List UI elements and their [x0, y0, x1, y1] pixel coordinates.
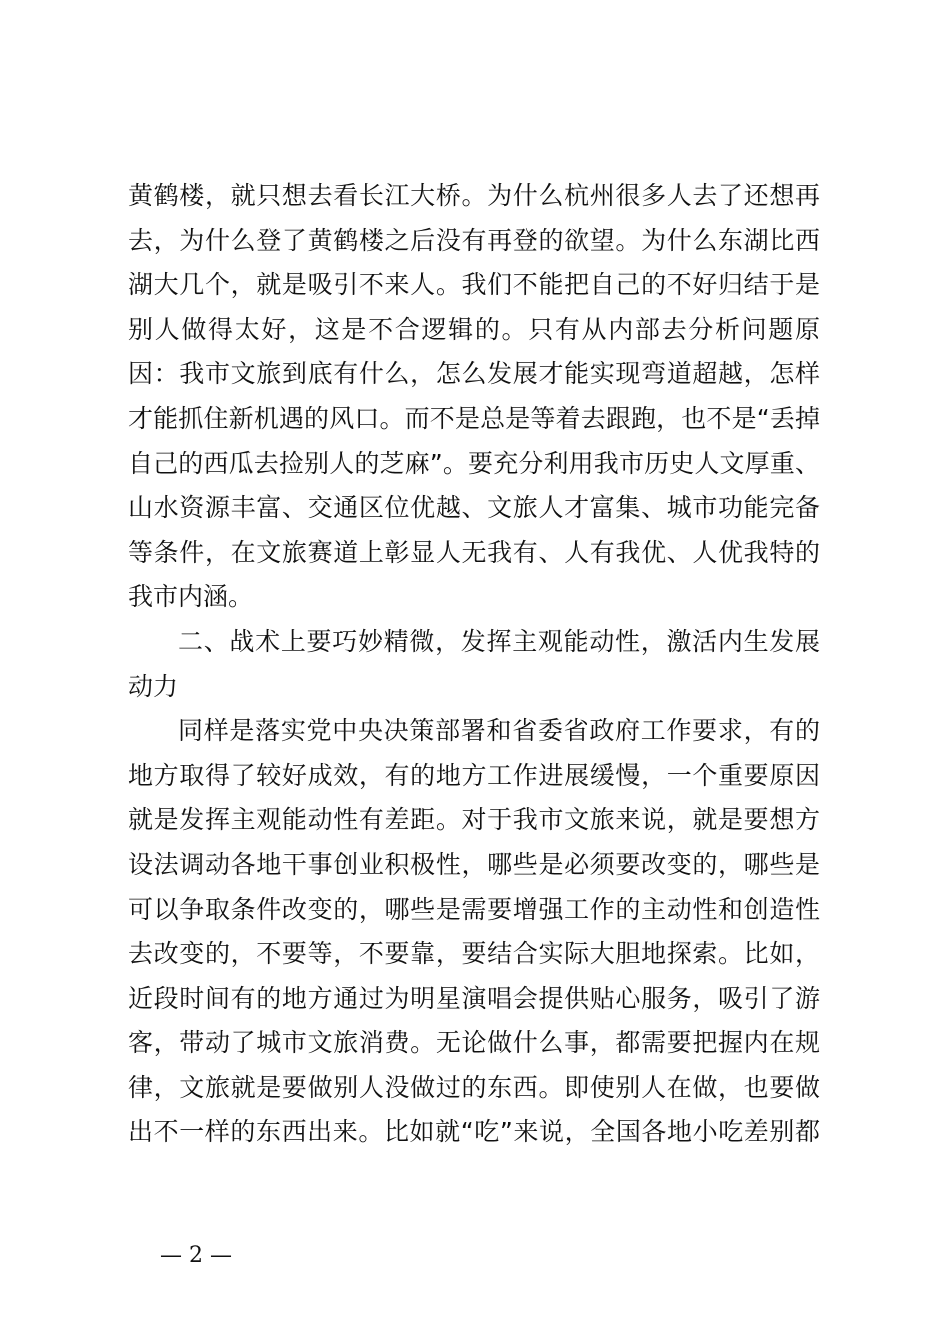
paragraph-line: 山水资源丰富、交通区位优越、文旅人才富集、城市功能完备	[128, 493, 820, 523]
paragraph-line: 去，为什么登了黄鹤楼之后没有再登的欲望。为什么东湖比西	[128, 225, 820, 255]
paragraph-line: 等条件，在文旅赛道上彰显人无我有、人有我优、人优我特的	[128, 537, 820, 567]
paragraph-line: 地方取得了较好成效，有的地方工作进展缓慢，一个重要原因	[128, 760, 820, 790]
paragraph-line: 出不一样的东西出来。比如就“吃”来说，全国各地小吃差别都	[128, 1117, 820, 1147]
paragraph-line: 客，带动了城市文旅消费。无论做什么事，都需要把握内在规	[128, 1028, 820, 1058]
paragraph-line: 湖大几个，就是吸引不来人。我们不能把自己的不好归结于是	[128, 270, 820, 300]
body-paragraph	[128, 174, 820, 1155]
paragraph-line: 设法调动各地干事创业积极性，哪些是必须要改变的，哪些是	[128, 849, 820, 879]
page-number: — 2 —	[160, 1243, 232, 1268]
paragraph-line: 才能抓住新机遇的风口。而不是总是等着去跟跑，也不是“丢掉	[128, 403, 820, 433]
paragraph-line: 律，文旅就是要做别人没做过的东西。即使别人在做，也要做	[128, 1072, 820, 1102]
paragraph-line: 别人做得太好，这是不合逻辑的。只有从内部去分析问题原	[128, 314, 820, 344]
section-heading-line: 二、战术上要巧妙精微，发挥主观能动性，激活内生发展	[178, 626, 820, 656]
paragraph-line: 可以争取条件改变的，哪些是需要增强工作的主动性和创造性	[128, 894, 820, 924]
paragraph-line: 自己的西瓜去捡别人的芝麻”。要充分利用我市历史人文厚重、	[128, 448, 820, 478]
paragraph-line: 近段时间有的地方通过为明星演唱会提供贴心服务，吸引了游	[128, 983, 820, 1013]
section-heading-line: 动力	[128, 671, 179, 701]
paragraph-line: 去改变的，不要等，不要靠，要结合实际大胆地探索。比如，	[128, 939, 820, 969]
paragraph-line: 我市内涵。	[128, 582, 254, 612]
paragraph-line: 就是发挥主观能动性有差距。对于我市文旅来说，就是要想方	[128, 805, 820, 835]
paragraph-line: 因：我市文旅到底有什么，怎么发展才能实现弯道超越，怎样	[128, 359, 820, 389]
paragraph-line: 同样是落实党中央决策部署和省委省政府工作要求，有的	[178, 716, 820, 746]
paragraph-line: 黄鹤楼，就只想去看长江大桥。为什么杭州很多人去了还想再	[128, 181, 820, 210]
